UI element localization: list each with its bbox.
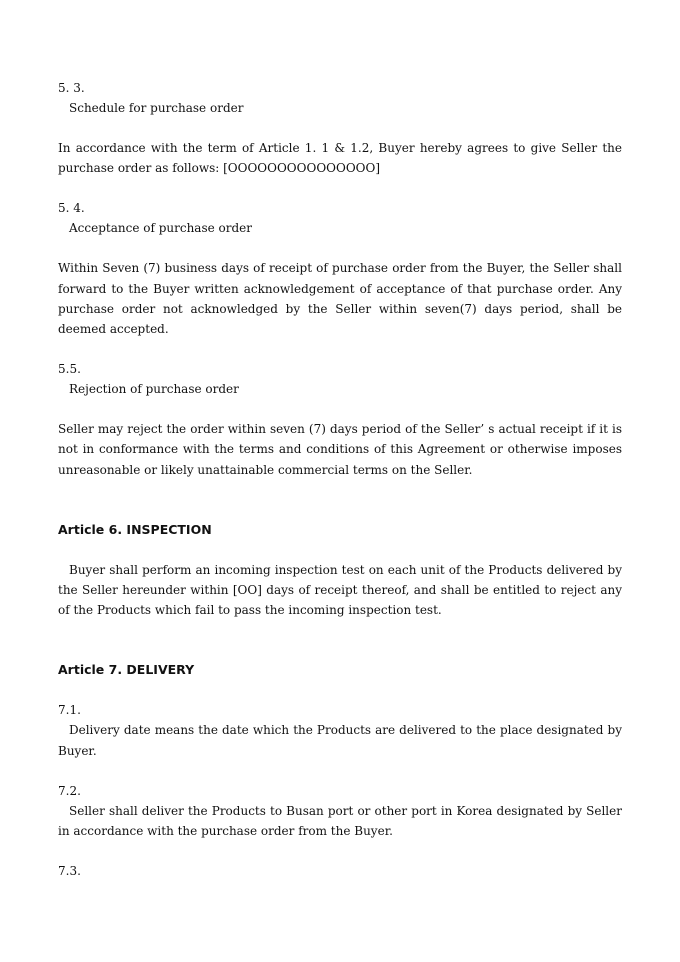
article-7-heading: Article 7. DELIVERY [58, 662, 195, 678]
section-7-2-text: Seller shall deliver the Products to Busan port or other port in Korea designated by Seller in accordance with the purchase order from the Buyer. [58, 803, 622, 839]
section-5-4-number: 5. 4. [58, 201, 85, 216]
article-6-text: Buyer shall perform an incoming inspection test on each unit of the Products delivered by the Seller hereunder within [OO] days of receipt thereof, and shall be entitled to reject any of the Products which fail to pass the incoming inspection test. [58, 562, 622, 618]
section-5-4-text: Within Seven (7) business days of receipt of purchase order from the Buyer, the Seller shall forward to the Buyer written acknowledgement of acceptance of that purchase order. Any purchase order not acknowledged by the Seller within seven(7) days period, shall be deemed accepted. [58, 261, 622, 337]
section-5-5-title: Rejection of purchase order [69, 382, 239, 397]
section-5-3-title: Schedule for purchase order [69, 101, 244, 115]
section-5-3-text: In accordance with the term of Article 1. 1 & 1.2, Buyer hereby agrees to give Seller the purchase order as follows: [OOOOOOOOOOOOOOO] [58, 141, 622, 176]
section-7-3-number: 7.3. [58, 864, 81, 879]
section-5-4-title: Acceptance of purchase order [69, 221, 253, 236]
section-5-5-number: 5.5. [58, 362, 81, 377]
section-7-1-number: 7.1. [58, 703, 81, 718]
section-7-1-text: Delivery date means the date which the Products are delivered to the place designated by Buyer. [58, 723, 622, 758]
section-5-3-number: 5. 3. [58, 81, 85, 95]
article-6-heading: Article 6. INSPECTION [58, 521, 212, 537]
section-5-5-text: Seller may reject the order within seven (7) days period of the Seller’ s actual receipt if it is not in conformance with the terms and conditions of this Agreement or otherwise imposes unreasonable or likely unattainable commercial terms on the Seller. [58, 422, 622, 477]
document-page [58, 78, 622, 881]
section-7-2-number: 7.2. [58, 783, 81, 798]
